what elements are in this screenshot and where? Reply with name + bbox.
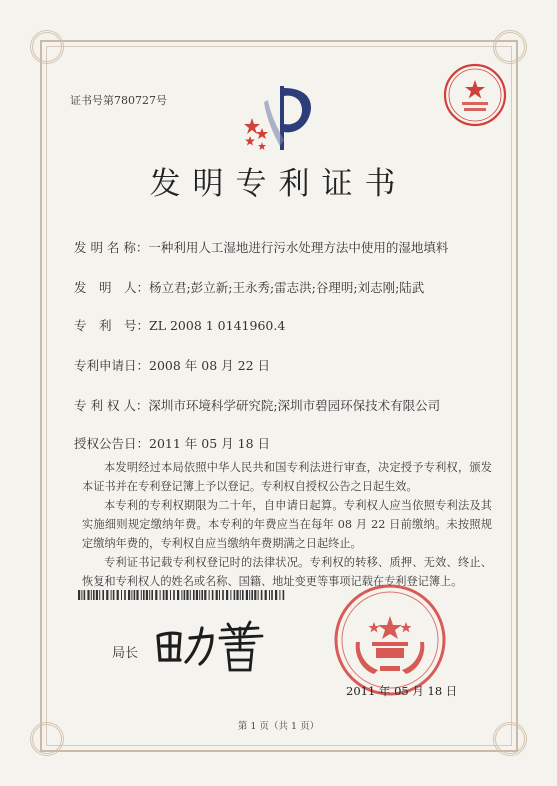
field-application-date [74,356,270,374]
certificate-number: 证书号第780727号 [70,94,167,107]
field-inventors [74,278,424,296]
field-patentee [74,396,440,414]
field-grant-date [74,434,270,452]
certificate-body [82,458,492,591]
patent-office-seal-icon [442,62,508,128]
director-signature-icon [150,614,270,676]
field-value: 杨立君;彭立新;王永秀;雷志洪;谷理明;刘志刚;陆武 [149,280,425,295]
barcode-icon [78,590,288,600]
field-label: 专 利 权 人： [74,398,149,413]
body-paragraph: 专利证书记载专利权登记时的法律状况。专利权的转移、质押、无效、终止、恢复和专利权人的姓名或名称、国籍、地址变更等事项记载在专利登记簿上。 [82,556,492,588]
field-label: 专利申请日： [74,358,150,373]
field-value: 2011 年 05 月 18 日 [149,436,271,451]
field-label: 发 明 人： [74,280,150,295]
body-paragraph: 本发明经过本局依照中华人民共和国专利法进行审查，决定授予专利权，颁发本证书并在专利登记簿上予以登记。专利权自授权公告之日起生效。 [82,461,492,493]
body-paragraph: 本专利的专利权期限为二十年，自申请日起算。专利权人应当依照专利法及其实施细则规定缴纳年费。本专利的年费应当在每年 08 月 22 日前缴纳。未按照规定缴纳年费的，专利权自应当缴纳年费期满之日起终止。 [82,499,492,550]
patent-office-logo-icon [240,82,320,154]
field-value: 深圳市环境科学研究院;深圳市碧园环保技术有限公司 [148,398,441,413]
field-label: 授权公告日： [74,436,150,451]
director-label: 局长 [112,646,139,661]
field-value: 2008 年 08 月 22 日 [149,358,271,373]
page-number: 第 1 页（共 1 页） [237,721,320,732]
seal-date: 2011 年 05 月 18 日 [346,684,458,698]
field-label: 发 明 名 称： [74,240,149,255]
corner-ornament [30,30,64,64]
corner-ornament [493,30,527,64]
certificate-title: 发明专利证书 [149,166,408,202]
field-label: 专 利 号： [74,318,150,333]
field-invention-name [74,238,448,256]
field-patent-number [74,316,285,334]
field-value: 一种利用人工湿地进行污水处理方法中使用的湿地填料 [148,240,449,255]
field-value: ZL 2008 1 0141960.4 [149,318,286,333]
